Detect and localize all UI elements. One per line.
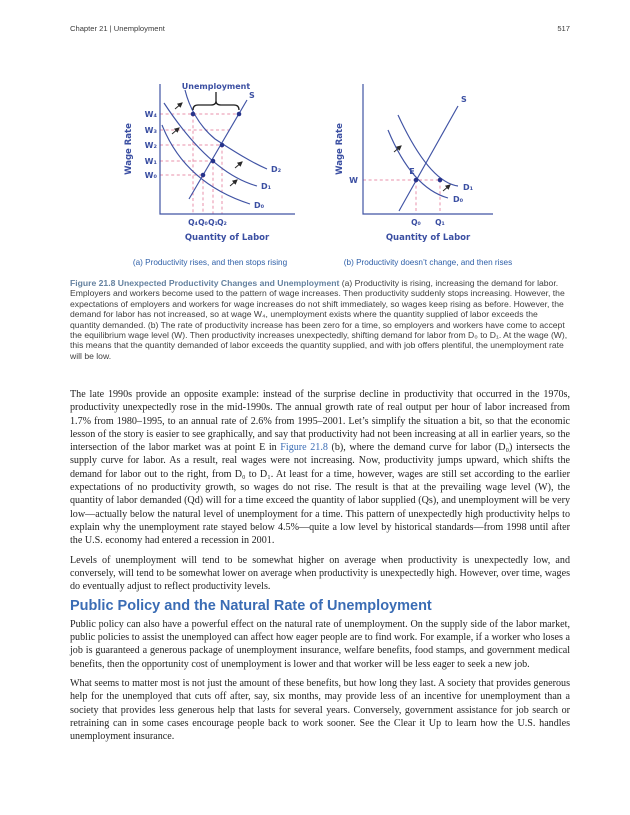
shift-arrow (235, 162, 242, 168)
figure-21-8 (70, 72, 570, 378)
q0-label: Q₀ (198, 218, 208, 227)
figure-caption-text: (a) Productivity is rising, increasing the demand for labor. Employers and workers become used to the pattern of wage increases. Then productivity suddenly stops increasing. However, the expectations of employers and workers for wage increases do not shift immediately, so wages keep rising as before. However, the demand for labor has not increased, so at wage W₄, unemployment exists where the quantity supplied of labor exceeds the quantity demanded. (b) The rate of productivity increase has been zero for a time, so employers and workers have come to accept the equilibrium wage level (W). Then productivity increases unexpectedly, shifting demand for labor from D₀ to D₁. At the wage (W), this means that the quantity demanded of labor exceeds the quantity supplied, and with job offers plentiful, the unemployment rate will be low. (70, 278, 568, 361)
figure-title: Figure 21.8 Unexpected Productivity Changes and Unemployment (70, 278, 340, 288)
d1-label: D₁ (261, 182, 272, 191)
point-w4-supply (237, 112, 242, 117)
page-number: 517 (557, 24, 570, 33)
w-label: W (349, 176, 358, 185)
point-w4-d2 (191, 112, 196, 117)
axes (363, 84, 493, 214)
graph-b-productivity-rises-later (330, 78, 580, 270)
graph-b-caption: (b) Productivity doesn’t change, and then rises (343, 258, 513, 267)
point-w-d1 (438, 178, 443, 183)
point-e1 (211, 159, 216, 164)
q0-label: Q₀ (411, 218, 421, 227)
body-content (70, 388, 570, 749)
w3-label: W₃ (144, 126, 157, 135)
supply-label: S (249, 91, 255, 100)
y-axis-label: Wage Rate (124, 123, 134, 175)
shift-arrow (230, 180, 237, 186)
point-e0 (201, 173, 206, 178)
paragraph-text: The late 1990s provide an opposite example: instead of the surprise decline in productivity that occurred in the 1970s, productivity unexpectedly rose in the mid-1990s. The annual growth rate of real output per hour of labor increased from 1.7% from 1980–1995, to an annual rate of 2.6% from 1995–2001. Let’s simplify the situation a bit, so that the economic lesson of the story is easier to see graphically, and say that productivity had not been increasing at all in earlier years, so the intersection of the labor market was at point E in (70, 389, 570, 454)
point-e (414, 178, 419, 183)
d2-label: D₂ (271, 165, 282, 174)
demand-curve-d0 (162, 125, 250, 204)
w4-label: W₄ (144, 110, 157, 119)
figure-21-8-link[interactable]: Figure 21.8 (280, 442, 328, 454)
equilibrium-label: E (409, 167, 415, 176)
graph-a-caption: (a) Productivity rises, and then stops rising (132, 258, 288, 267)
w2-label: W₂ (144, 141, 157, 150)
unemployment-label: Unemployment (181, 82, 251, 91)
d0-label: D₀ (254, 201, 265, 210)
shift-arrow (172, 128, 179, 134)
paragraph-late-1990s (70, 388, 570, 548)
w1-label: W₁ (144, 157, 157, 166)
page-header (70, 24, 570, 33)
point-e2 (220, 143, 225, 148)
q1-label: Q₁ (435, 218, 445, 227)
y-axis-label: Wage Rate (335, 123, 345, 175)
paragraph-public-policy: Public policy can also have a powerful effect on the natural rate of unemployment. On the supply side of the labor market, public policies to assist the unemployed can affect how eager people are to find work. For example, if a worker who loses a job is guaranteed a generous package of unemployment insurance, welfare benefits, food stamps, and government medical benefits, then the opportunity cost of unemployment is lower and that worker will be less eager to seek a new job. (70, 618, 570, 670)
demand-curve-d2 (185, 90, 267, 169)
graph-a-productivity-rises (85, 78, 335, 270)
q4-label: Q₄ (188, 218, 198, 227)
shift-arrow (175, 103, 182, 109)
paragraph-benefits-duration: What seems to matter most is not just the amount of these benefits, but how long they last. A society that provides generous help for the unemployed that cuts off after, say, six months, may provide less of an incentive for unemployment than a society that provides less generous help that lasts for several years. Conversely, government assistance for job search or retraining can in some cases encourage people back to work sooner. See the Clear it Up to learn how the U.S. handles unemployment insurance. (70, 677, 570, 743)
q2-label: Q₂ (217, 218, 227, 227)
demand-curve-d1 (398, 115, 458, 186)
w0-label: W₀ (144, 171, 157, 180)
shift-arrow (443, 185, 450, 191)
x-axis-label: Quantity of Labor (184, 233, 270, 243)
chapter-title: Chapter 21 | Unemployment (70, 24, 165, 33)
section-heading: Public Policy and the Natural Rate of Unemployment (70, 598, 432, 615)
figure-caption (70, 278, 570, 361)
supply-label: S (461, 95, 467, 104)
d0-label: D₀ (453, 195, 464, 204)
paragraph-text: (b), where the demand curve for labor (D₀) intersects the supply curve for labor. As a result, real wages were not increasing. Now, productivity jumps upward, which shifts the demand for labor out to the right, from D₀ to D₁. At least for a time, however, wages are still set according to the earlier expectations of no productivity growth, so wages do not rise. The result is that at the prevailing wage level (W), the quantity of labor demanded (Qd) will for a time exceed the quantity of labor supplied (Qs), and unemployment will be very low—actually below the natural level of unemployment for a time. This pattern of unexpectedly high productivity helps to explain why the unemployment rate stayed below 4.5%—quite a low level by historical standards—from 1998 until after the U.S. economy had entered a recession in 2001. (70, 442, 571, 547)
d1-label: D₁ (463, 183, 474, 192)
paragraph-unemployment-levels: Levels of unemployment will tend to be somewhat higher on average when productivity is unexpectedly low, and conversely, will tend to be somewhat lower on average when productivity is unexpectedly high. However, over time, wages do eventually adjust to reflect productivity levels. (70, 554, 570, 593)
unemployment-brace (193, 101, 239, 110)
q1-label: Q₁ (208, 218, 218, 227)
x-axis-label: Quantity of Labor (385, 233, 471, 243)
supply-curve (399, 106, 458, 211)
